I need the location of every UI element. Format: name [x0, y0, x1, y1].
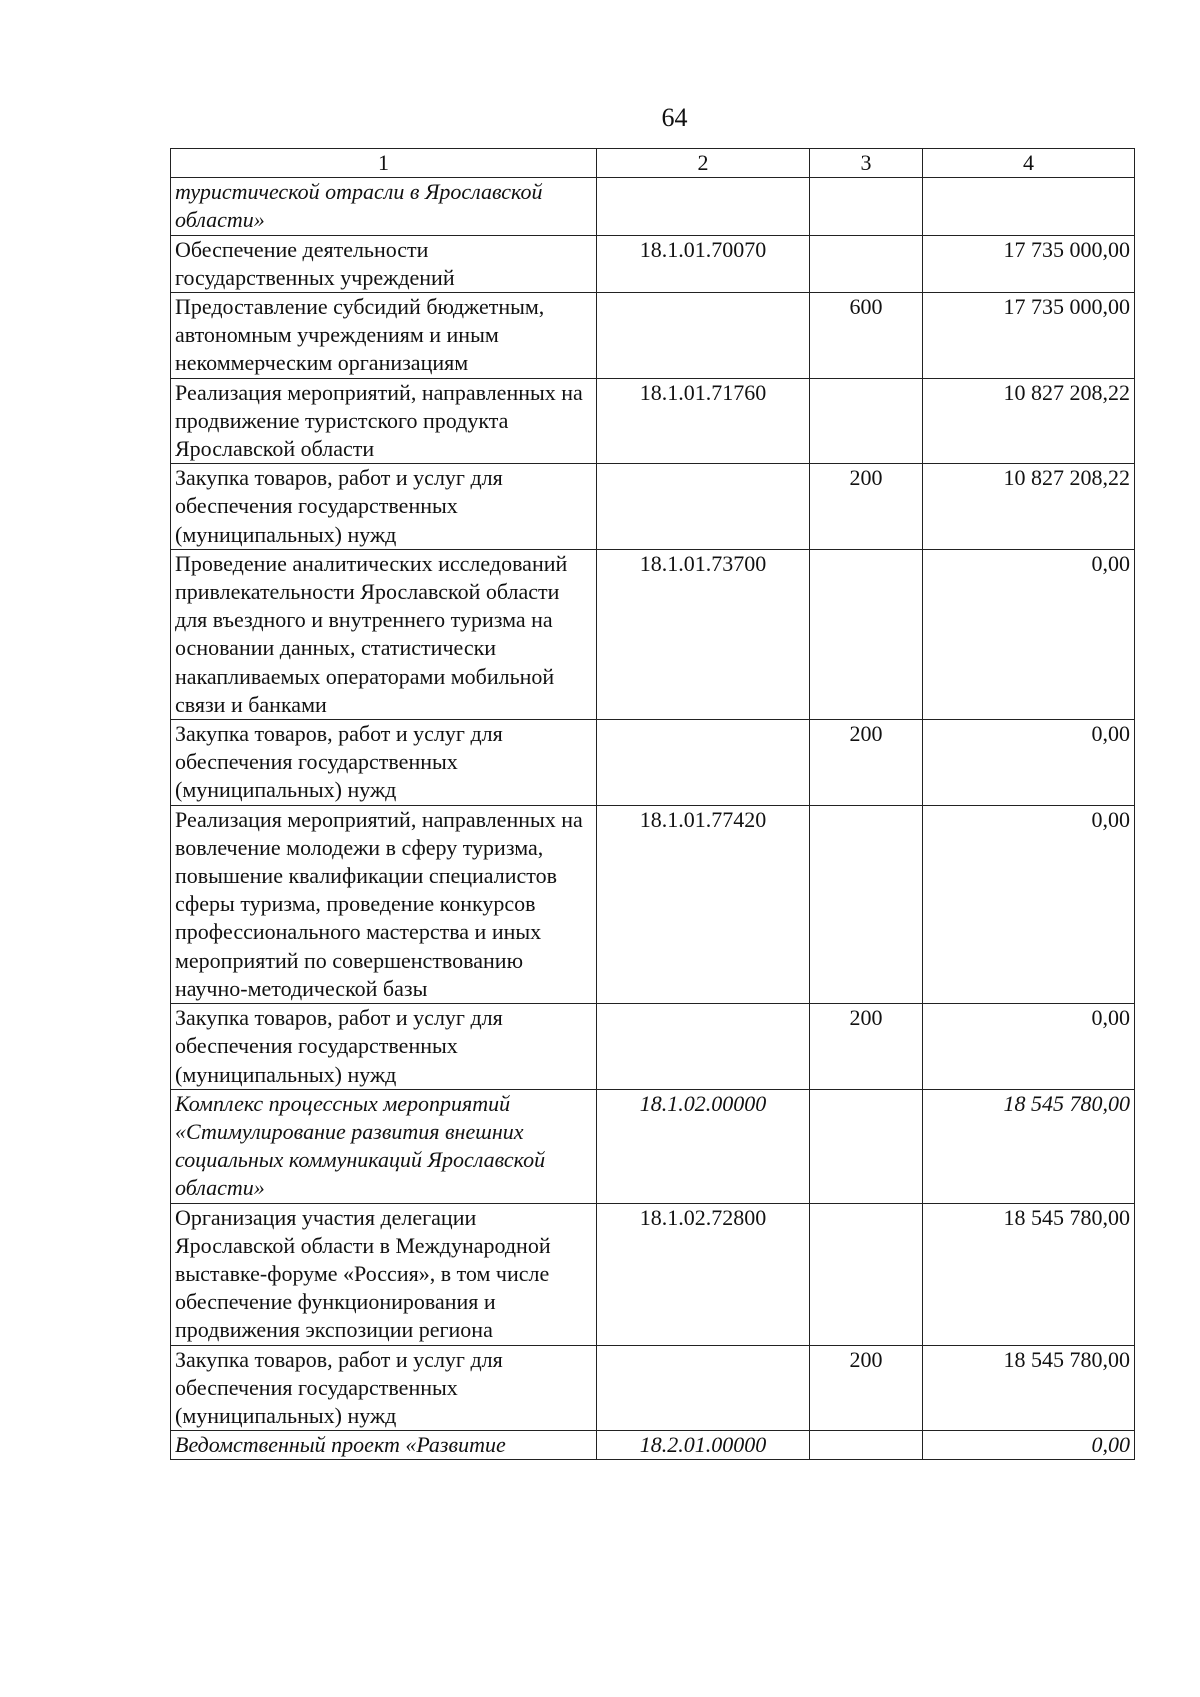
row-amount-cell: 18 545 780,00: [923, 1089, 1135, 1203]
row-code-cell: 18.1.02.72800: [597, 1203, 810, 1345]
row-amount-cell: 18 545 780,00: [923, 1203, 1135, 1345]
row-code-cell: [597, 1004, 810, 1090]
row-code-cell: [597, 293, 810, 379]
row-expense-type-cell: 200: [810, 1345, 923, 1431]
row-name-cell: Проведение аналитических исследований привлекательности Ярославской области для въездного и внутреннего туризма на основании данных, статистически накапливаемых операторами мобильной связи и банками: [171, 549, 597, 719]
row-expense-type-cell: [810, 549, 923, 719]
row-amount-cell: 17 735 000,00: [923, 293, 1135, 379]
table-row: [171, 1089, 1135, 1203]
row-code-cell: 18.1.01.77420: [597, 805, 810, 1003]
page-number: 64: [661, 103, 688, 132]
row-code-cell: 18.1.02.00000: [597, 1089, 810, 1203]
row-expense-type-cell: 200: [810, 720, 923, 806]
table-row: [171, 1004, 1135, 1090]
table-row: [171, 1431, 1135, 1460]
row-code-cell: 18.2.01.00000: [597, 1431, 810, 1460]
row-expense-type-cell: 600: [810, 293, 923, 379]
table-row: [171, 549, 1135, 719]
table-row: [171, 378, 1135, 464]
table-row: [171, 464, 1135, 550]
row-name-cell: Ведомственный проект «Развитие: [171, 1431, 597, 1460]
row-amount-cell: 10 827 208,22: [923, 378, 1135, 464]
row-amount-cell: 17 735 000,00: [923, 235, 1135, 292]
row-code-cell: 18.1.01.71760: [597, 378, 810, 464]
row-expense-type-cell: 200: [810, 1004, 923, 1090]
row-code-cell: [597, 1345, 810, 1431]
table-row: [171, 805, 1135, 1003]
row-code-cell: [597, 464, 810, 550]
row-name-cell: Комплекс процессных мероприятий «Стимулирование развития внешних социальных коммуникаций Ярославской области»: [171, 1089, 597, 1203]
column-header-4: 4: [923, 149, 1135, 178]
table-row: [171, 1345, 1135, 1431]
row-expense-type-cell: [810, 1203, 923, 1345]
row-code-cell: 18.1.01.73700: [597, 549, 810, 719]
row-name-cell: Организация участия делегации Ярославской области в Международной выставке-форуме «Россия», в том числе обеспечение функционирования и продвижения экспозиции региона: [171, 1203, 597, 1345]
table-row: [171, 1203, 1135, 1345]
row-name-cell: Закупка товаров, работ и услуг для обеспечения государственных (муниципальных) нужд: [171, 1004, 597, 1090]
row-amount-cell: 0,00: [923, 1004, 1135, 1090]
row-name-cell: Реализация мероприятий, направленных на продвижение туристского продукта Ярославской области: [171, 378, 597, 464]
row-expense-type-cell: 200: [810, 464, 923, 550]
row-amount-cell: 0,00: [923, 549, 1135, 719]
table-row: [171, 178, 1135, 235]
row-expense-type-cell: [810, 1431, 923, 1460]
table-row: [171, 720, 1135, 806]
table-row: [171, 293, 1135, 379]
row-amount-cell: 0,00: [923, 720, 1135, 806]
row-expense-type-cell: [810, 805, 923, 1003]
row-amount-cell: [923, 178, 1135, 235]
table-row: [171, 235, 1135, 292]
column-header-2: 2: [597, 149, 810, 178]
row-name-cell: Закупка товаров, работ и услуг для обеспечения государственных (муниципальных) нужд: [171, 464, 597, 550]
row-expense-type-cell: [810, 378, 923, 464]
row-expense-type-cell: [810, 235, 923, 292]
row-name-cell: туристической отрасли в Ярославской области»: [171, 178, 597, 235]
row-code-cell: 18.1.01.70070: [597, 235, 810, 292]
row-name-cell: Реализация мероприятий, направленных на вовлечение молодежи в сферу туризма, повышение квалификации специалистов сферы туризма, проведение конкурсов профессионального мастерства и иных мероприятий по совершенствованию научно-методической базы: [171, 805, 597, 1003]
row-name-cell: Закупка товаров, работ и услуг для обеспечения государственных (муниципальных) нужд: [171, 720, 597, 806]
row-expense-type-cell: [810, 1089, 923, 1203]
row-name-cell: Предоставление субсидий бюджетным, автономным учреждениям и иным некоммерческим организациям: [171, 293, 597, 379]
row-name-cell: Закупка товаров, работ и услуг для обеспечения государственных (муниципальных) нужд: [171, 1345, 597, 1431]
row-amount-cell: 0,00: [923, 805, 1135, 1003]
column-header-1: 1: [171, 149, 597, 178]
row-expense-type-cell: [810, 178, 923, 235]
table-header-row: [171, 149, 1135, 178]
budget-table: [170, 148, 1135, 1460]
row-code-cell: [597, 720, 810, 806]
row-amount-cell: 10 827 208,22: [923, 464, 1135, 550]
column-header-3: 3: [810, 149, 923, 178]
row-name-cell: Обеспечение деятельности государственных учреждений: [171, 235, 597, 292]
row-code-cell: [597, 178, 810, 235]
row-amount-cell: 18 545 780,00: [923, 1345, 1135, 1431]
row-amount-cell: 0,00: [923, 1431, 1135, 1460]
table-body: [171, 178, 1135, 1460]
